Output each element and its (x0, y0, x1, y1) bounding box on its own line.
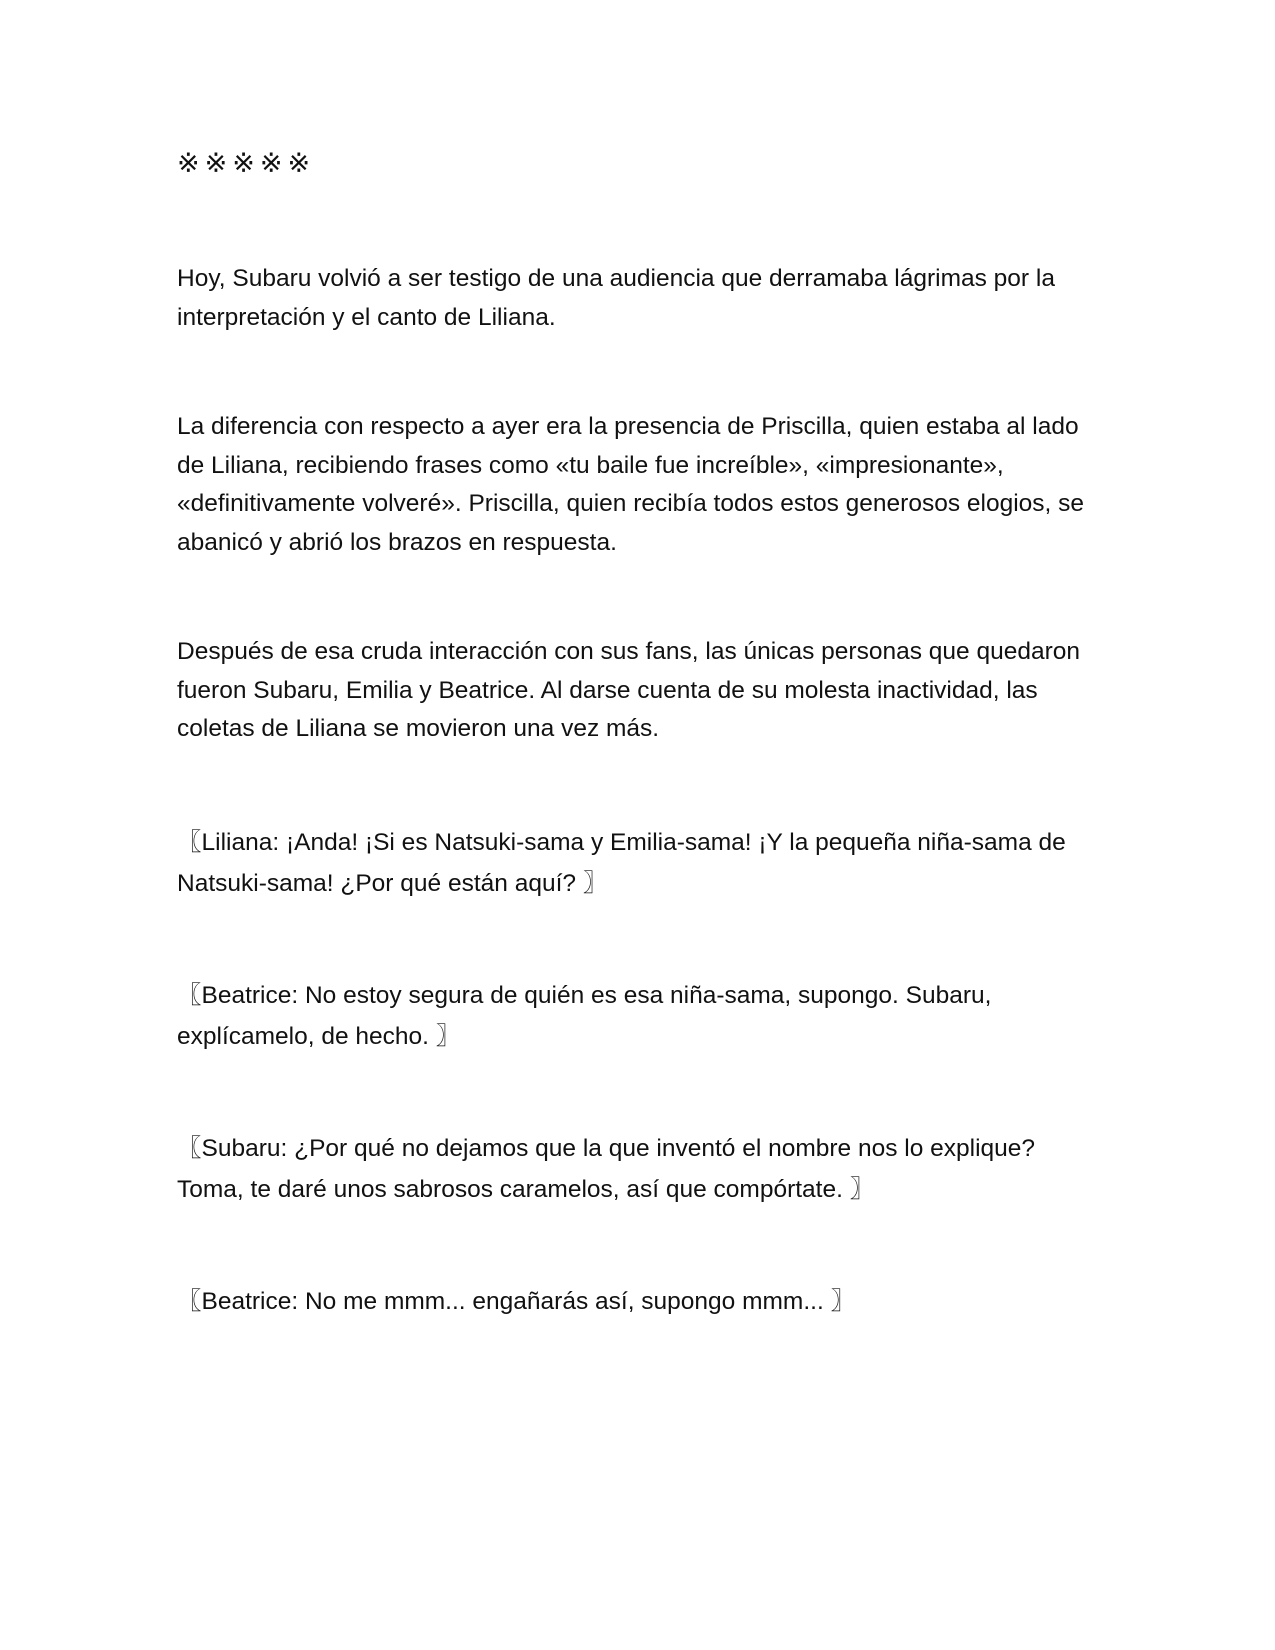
dialogue-line-beatrice: 〖Beatrice: No estoy segura de quién es esa niña-sama, supongo. Subaru, explícamelo, de hecho. 〗 (177, 982, 992, 1050)
narration-paragraph: Hoy, Subaru volvió a ser testigo de una audiencia que derramaba lágrimas por la interpretación y el canto de Liliana. (177, 265, 1055, 331)
dialogue-line-beatrice: 〖Beatrice: No me mmm... engañarás así, supongo mmm... 〗 (177, 1288, 856, 1315)
narration-paragraph: La diferencia con respecto a ayer era la presencia de Priscilla, quien estaba al lado de Liliana, recibiendo frases como «tu baile fue increíble», «impresionante», «definitivamente volveré». Priscilla, quien recibía todos estos generosos elogios, se abanicó y abrió los brazos en respuesta. (177, 413, 1085, 556)
narration-paragraph: Después de esa cruda interacción con sus fans, las únicas personas que quedaron fueron Subaru, Emilia y Beatrice. Al darse cuenta de su molesta inactividad, las coletas de Liliana se movieron una vez más. (177, 638, 1080, 742)
scene-separator: ※※※※※ (177, 148, 316, 179)
dialogue-line-subaru: 〖Subaru: ¿Por qué no dejamos que la que inventó el nombre nos lo explique? Toma, te daré unos sabrosos caramelos, así que compórtate. 〗 (177, 1135, 1036, 1203)
dialogue-line-liliana: 〖Liliana: ¡Anda! ¡Si es Natsuki-sama y Emilia-sama! ¡Y la pequeña niña-sama de Natsuki-sama! ¿Por qué están aquí? 〗 (177, 829, 1066, 897)
